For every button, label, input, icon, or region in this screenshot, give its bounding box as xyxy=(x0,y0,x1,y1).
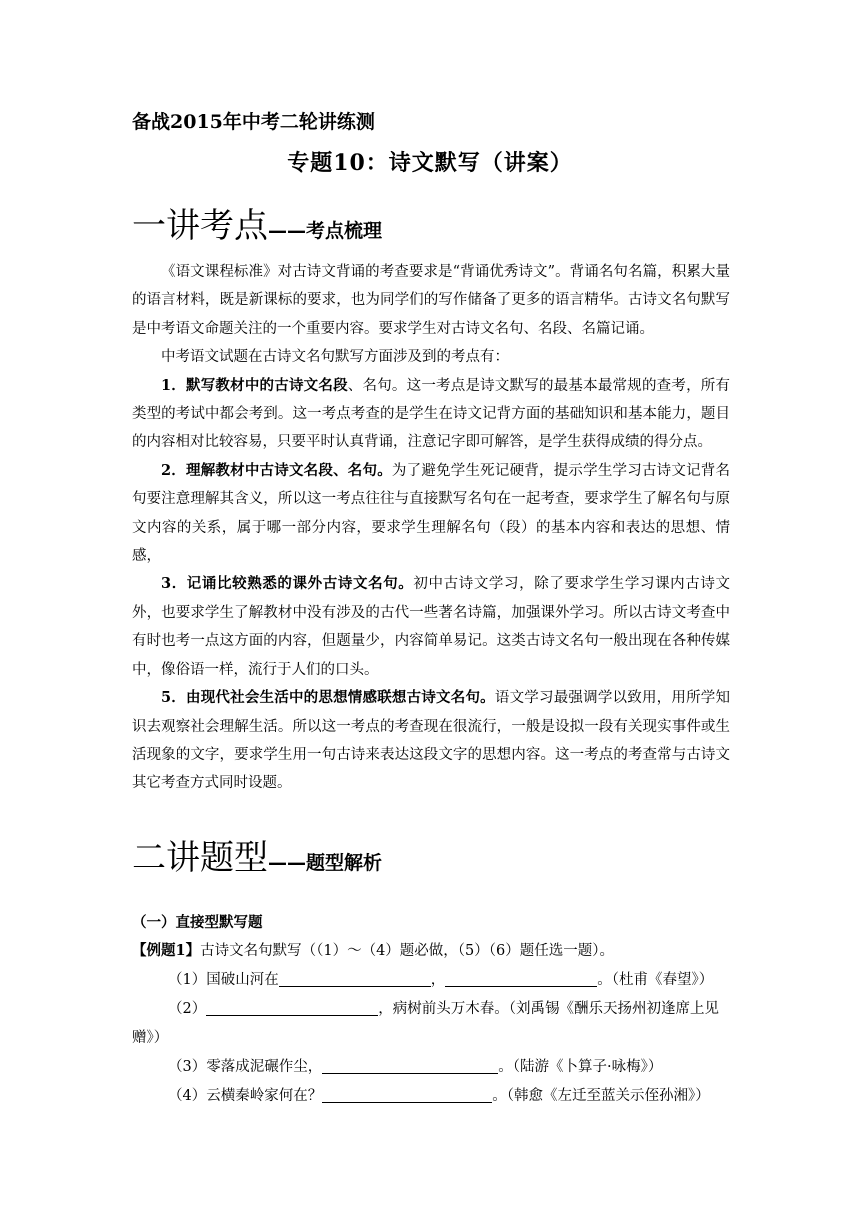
section-2-subtitle: ——题型解析 xyxy=(268,852,383,874)
point-2 xyxy=(132,457,730,571)
points-intro: 中考语文试题在古诗文名句默写方面涉及到的考点有： xyxy=(161,349,509,366)
q4-text: 云横秦岭家何在？ xyxy=(206,1088,323,1104)
section-2-title: 二讲题型 xyxy=(132,838,268,878)
point-2-body: 为了避免学生死记硬背，提示学生学习古诗文记背名句要注意理解其含义，所以这一考点往往与直接默写名句在一起考查，要求学生了解名句与原文内容的关系，属于哪一部分内容，要求学生理解名句（段）的基本内容和表达的思想、情感， xyxy=(132,462,730,565)
point-3 xyxy=(132,570,730,684)
q4-blank-1[interactable] xyxy=(322,1085,492,1103)
question-1 xyxy=(132,966,732,995)
section-heading-2 xyxy=(132,830,382,879)
section-1-subtitle: ——考点梳理 xyxy=(268,220,383,242)
series-title: 备战2015年中考二轮讲练测 xyxy=(132,111,375,133)
point-1 xyxy=(132,372,730,457)
q1-blank-1[interactable] xyxy=(279,969,431,987)
point-3-head: 3．记诵比较熟悉的课外古诗文名句。 xyxy=(161,575,414,593)
point-5 xyxy=(132,684,730,798)
section-1-body xyxy=(132,258,730,798)
question-4 xyxy=(132,1082,732,1111)
q1-num: （1） xyxy=(168,972,207,988)
question-2 xyxy=(132,995,732,1024)
q1-text: 国破山河在 xyxy=(206,972,279,988)
q3-num: （3） xyxy=(168,1059,207,1075)
example-block xyxy=(132,936,732,1111)
example-header xyxy=(132,936,732,966)
q1-source: 。（杜甫《春望》） xyxy=(597,972,714,988)
q3-source: 。（陆游《卜算子·咏梅》） xyxy=(498,1059,663,1075)
q4-source: 。（韩愈《左迁至蓝关示侄孙湘》） xyxy=(492,1088,710,1104)
q3-text: 零落成泥碾作尘， xyxy=(206,1059,323,1075)
question-type-heading: （一）直接型默写题 xyxy=(132,914,263,931)
intro-paragraph: 《语文课程标准》对古诗文背诵的考查要求是“背诵优秀诗文”。背诵名句名篇，积累大量的语言材料，既是新课标的要求，也为同学们的写作储备了更多的语言精华。古诗文名句默写是中考语文命题关注的一个重要内容。要求学生对古诗文名句、名段、名篇记诵。 xyxy=(132,264,730,337)
section-heading-1 xyxy=(132,198,382,247)
example-instruction: 古诗文名句默写（（1）～（4）题必做，（5）（6）题任选一题）。 xyxy=(200,943,614,959)
point-1-body: 、名句。这一考点是诗文默写的最基本最常规的查考，所有类型的考试中都会考到。这一考点考查的是学生在诗文记背方面的基础知识和基本能力，题目的内容相对比较容易，只要平时认真背诵，注意记字即可解答，是学生获得成绩的得分点。 xyxy=(132,377,730,451)
q1-blank-2[interactable] xyxy=(445,969,597,987)
q4-num: （4） xyxy=(168,1088,207,1104)
question-3 xyxy=(132,1053,732,1082)
topic-title: 专题10：诗文默写（讲案） xyxy=(287,150,573,176)
point-5-body: 语文学习最强调学以致用，用所学知识去观察社会理解生活。所以这一考点的考查现在很流行，一般是设拟一段有关现实事件或生活现象的文字，要求学生用一句古诗来表达这段文字的思想内容。这一考点的考查常与古诗文其它考查方式同时设题。 xyxy=(132,690,730,792)
point-5-head: 5．由现代社会生活中的思想情感联想古诗文名句。 xyxy=(161,689,495,707)
example-label: 【例题1】 xyxy=(132,942,201,959)
q3-blank-1[interactable] xyxy=(322,1056,498,1074)
q2-blank-1[interactable] xyxy=(206,998,378,1016)
question-2-wrap: 赠》） xyxy=(132,1030,169,1046)
point-3-body: 初中古诗文学习，除了要求学生学习课内古诗文外，也要求学生了解教材中没有涉及的古代一些著名诗篇，加强课外学习。所以古诗文考查中有时也考一点这方面的内容，但题量少，内容简单易记。这类古诗文名句一般出现在各种传媒中，像俗语一样，流行于人们的口头。 xyxy=(132,576,731,678)
point-1-head: 1．默写教材中的古诗文名段 xyxy=(161,376,348,394)
q1-sep: ， xyxy=(430,972,446,988)
point-2-head: 2．理解教材中古诗文名段、名句。 xyxy=(161,461,392,479)
section-1-title: 一讲考点 xyxy=(132,206,268,246)
q2-num: （2） xyxy=(168,1001,207,1017)
q2-text: ，病树前头万木春。（刘禹锡《酬乐天扬州初逢席上见 xyxy=(378,1001,719,1017)
